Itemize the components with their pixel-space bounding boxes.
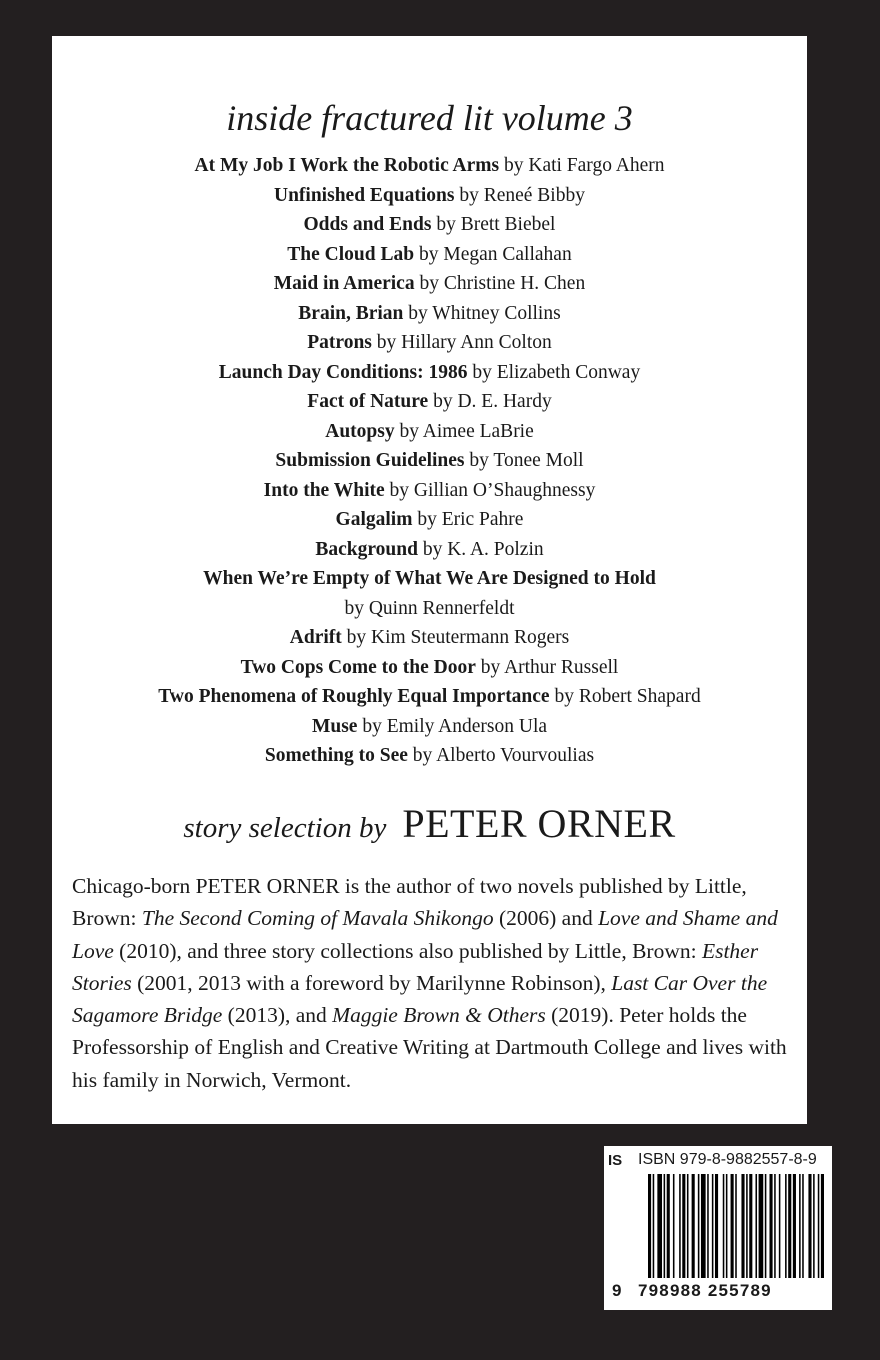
barcode-bar <box>673 1174 675 1278</box>
story-title: Two Phenomena of Roughly Equal Importance <box>158 686 550 707</box>
toc-entry <box>52 417 807 447</box>
story-author: by Alberto Vourvoulias <box>412 745 595 766</box>
story-author: by Gillian O’Shaughnessy <box>389 479 596 501</box>
barcode-bar <box>759 1174 764 1278</box>
story-title: At My Job I Work the Robotic Arms <box>194 155 500 176</box>
bio-text: (2006) and <box>493 906 599 931</box>
barcode-bar <box>808 1174 811 1278</box>
toc-entry <box>52 682 807 712</box>
toc-entry <box>52 505 807 535</box>
barcode-bar <box>726 1174 728 1278</box>
story-title: Something to See <box>264 745 408 766</box>
barcode-lead-digit: 9 <box>612 1281 622 1300</box>
toc-entry <box>52 535 807 565</box>
toc-entry <box>52 741 807 771</box>
story-author: by Arthur Russell <box>480 656 619 678</box>
barcode-bar <box>749 1174 752 1278</box>
toc-entry <box>52 328 807 358</box>
barcode-bar <box>785 1174 787 1278</box>
barcode-bar <box>774 1174 776 1278</box>
barcode-bars <box>648 1174 824 1278</box>
toc-entry <box>52 151 807 181</box>
barcode-bar <box>799 1174 801 1278</box>
barcode-bar <box>715 1174 718 1278</box>
book-title-1: The Second Coming of Mavala Shikongo <box>141 906 494 931</box>
toc-entry <box>52 564 807 594</box>
barcode-bar <box>755 1174 757 1278</box>
story-author: by Eric Pahre <box>417 509 524 530</box>
toc-entry <box>52 712 807 742</box>
book-title-5: Maggie Brown & Others <box>332 1003 546 1028</box>
barcode-bar <box>723 1174 725 1278</box>
barcode-bar <box>788 1174 791 1278</box>
story-author: by D. E. Hardy <box>433 391 552 412</box>
story-author: by Kim Steutermann Rogers <box>346 627 570 648</box>
barcode-bar <box>653 1174 655 1278</box>
barcode-bar <box>682 1174 685 1278</box>
story-title: Adrift <box>289 627 342 648</box>
story-title: Patrons <box>307 332 372 353</box>
story-selection-credit <box>52 800 807 847</box>
barcode-bar <box>707 1174 709 1278</box>
barcode-bar <box>779 1174 781 1278</box>
story-author: by Christine H. Chen <box>419 273 586 294</box>
barcode-bar <box>667 1174 670 1278</box>
toc-entry <box>52 358 807 388</box>
barcode-bar <box>765 1174 767 1278</box>
table-of-contents <box>52 151 807 771</box>
story-author: by Quinn Rennerfeldt <box>344 597 515 619</box>
story-title: Autopsy <box>325 420 395 442</box>
barcode-bar <box>769 1174 772 1278</box>
story-title: Launch Day Conditions: 1986 <box>218 361 468 383</box>
story-author: by Aimee LaBrie <box>399 420 534 442</box>
toc-entry <box>52 269 807 299</box>
toc-entry <box>52 210 807 240</box>
isbn-prefix: IS <box>608 1152 623 1169</box>
story-author: by Kati Fargo Ahern <box>503 155 665 176</box>
bio-text: (2019). Peter holds the Professorship of English and Creative Writing at Dartmouth College and lives with his family in Norwich, Vermont. <box>72 1003 787 1092</box>
story-author: by Robert Shapard <box>554 686 701 707</box>
toc-entry <box>52 446 807 476</box>
toc-entry <box>52 623 807 653</box>
story-author: by Emily Anderson Ula <box>362 715 548 737</box>
toc-entry <box>52 240 807 270</box>
book-title-2: Love and Shame and Love <box>72 906 778 963</box>
barcode-bar <box>687 1174 689 1278</box>
barcode-bar <box>648 1174 651 1278</box>
story-title: The Cloud Lab <box>287 243 415 265</box>
barcode-digits: 798988 255789 <box>638 1281 772 1300</box>
barcode-bar <box>679 1174 681 1278</box>
story-author: by Tonee Moll <box>469 450 584 471</box>
selection-label: story selection by <box>183 812 387 844</box>
book-title: inside fractured lit volume 3 <box>226 98 633 138</box>
toc-entry <box>52 653 807 683</box>
barcode-bar <box>818 1174 820 1278</box>
barcode-bar <box>657 1174 662 1278</box>
barcode-bar <box>712 1174 714 1278</box>
story-title: Brain, Brian <box>298 302 404 324</box>
story-title: Muse <box>311 715 358 737</box>
bio-text: (2013), and <box>222 1003 333 1028</box>
author-bio <box>72 870 792 1096</box>
barcode-bar <box>735 1174 737 1278</box>
toc-entry <box>52 299 807 329</box>
book-title-3: Esther Stories <box>72 938 759 995</box>
story-title: Two Cops Come to the Door <box>240 656 476 678</box>
barcode-bar <box>701 1174 706 1278</box>
barcode-bar <box>731 1174 734 1278</box>
toc-entry <box>52 387 807 417</box>
story-author: by Reneé Bibby <box>459 184 585 206</box>
story-title: Maid in America <box>273 273 415 294</box>
barcode-bar <box>692 1174 695 1278</box>
story-title: Into the White <box>263 479 385 501</box>
story-author: by Whitney Collins <box>408 302 561 324</box>
story-author: by Hillary Ann Colton <box>376 332 552 353</box>
barcode-bar <box>802 1174 804 1278</box>
back-cover-panel <box>52 36 807 1124</box>
story-title: Submission Guidelines <box>275 450 465 471</box>
barcode-bar <box>741 1174 744 1278</box>
barcode-bar <box>813 1174 815 1278</box>
story-title: When We’re Empty of What We Are Designed to Hold <box>203 568 656 589</box>
toc-entry <box>52 594 807 624</box>
barcode-bar <box>793 1174 796 1278</box>
bio-text: (2001, 2013 with a foreword by Marilynne Robinson), <box>131 970 612 995</box>
story-author: by Brett Biebel <box>436 214 556 235</box>
story-title: Galgalim <box>335 509 413 530</box>
editor-name: PETER ORNER <box>402 801 676 846</box>
story-title: Odds and Ends <box>303 214 432 235</box>
isbn-barcode <box>604 1146 832 1310</box>
story-author: by Megan Callahan <box>418 243 572 265</box>
bio-text: Chicago-born PETER ORNER is the author of two novels published by Little, Brown: <box>72 874 747 931</box>
barcode-bar <box>698 1174 700 1278</box>
story-author: by K. A. Polzin <box>422 538 544 560</box>
toc-entry <box>52 476 807 506</box>
bio-text: (2010), and three story collections also published by Little, Brown: <box>113 938 702 963</box>
book-title-4: Last Car Over the Sagamore Bridge <box>72 970 768 1028</box>
barcode-bar <box>746 1174 748 1278</box>
toc-entry <box>52 181 807 211</box>
barcode-bar <box>821 1174 824 1278</box>
story-title: Unfinished Equations <box>274 184 455 206</box>
story-title: Background <box>315 538 418 560</box>
story-author: by Elizabeth Conway <box>472 361 641 383</box>
barcode-bar <box>664 1174 666 1278</box>
story-title: Fact of Nature <box>307 391 429 412</box>
isbn-label: ISBN 979-8-9882557-8-9 <box>638 1151 817 1168</box>
